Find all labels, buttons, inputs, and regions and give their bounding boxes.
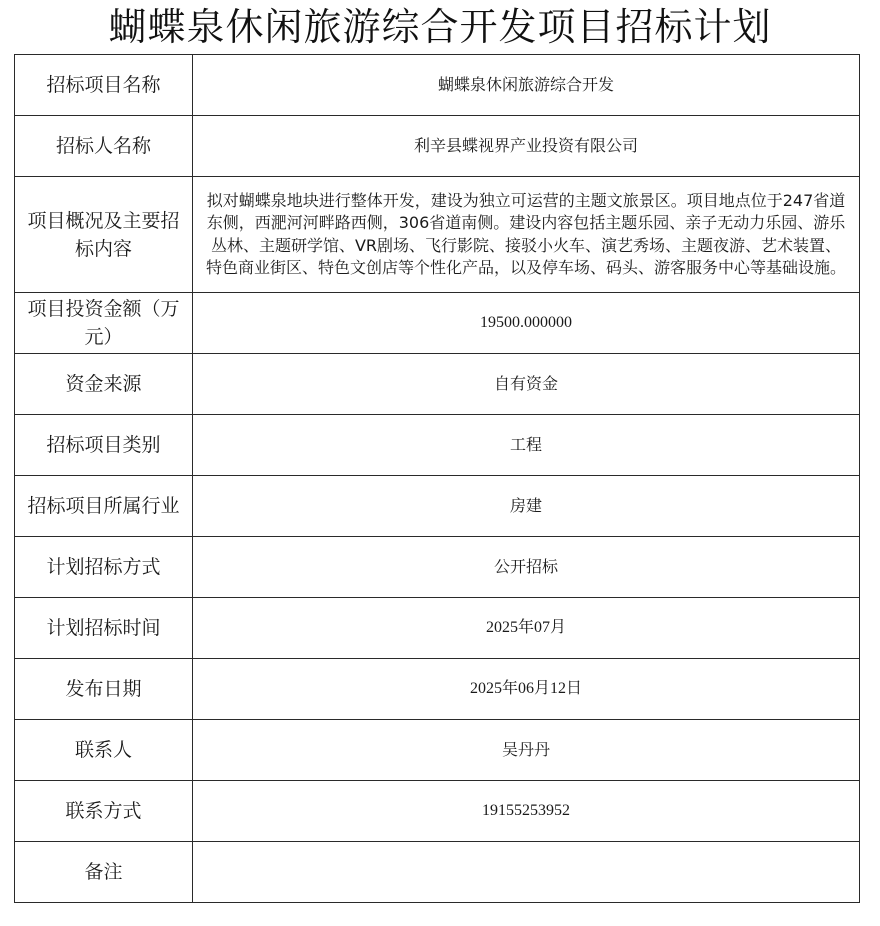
label-remarks: 备注 — [15, 842, 193, 903]
value-remarks — [193, 842, 860, 903]
table-row — [15, 177, 860, 293]
label-overview: 项目概况及主要招标内容 — [15, 177, 193, 293]
label-industry: 招标项目所属行业 — [15, 476, 193, 537]
value-method: 公开招标 — [193, 537, 860, 598]
table-row — [15, 476, 860, 537]
label-publish-date: 发布日期 — [15, 659, 193, 720]
label-plan-time: 计划招标时间 — [15, 598, 193, 659]
page-title: 蝴蝶泉休闲旅游综合开发项目招标计划 — [108, 5, 772, 49]
value-overview: 拟对蝴蝶泉地块进行整体开发，建设为独立可运营的主题文旅景区。项目地点位于247省道东侧，西淝河河畔路西侧，306省道南侧。建设内容包括主题乐园、亲子无动力乐园、游乐丛林、主题研学馆、VR剧场、飞行影院、接驳小火车、演艺秀场、主题夜游、艺术装置、特色商业街区、特色文创店等个性化产品，以及停车场、码头、游客服务中心等基础设施。 — [193, 177, 860, 293]
label-fund-source: 资金来源 — [15, 354, 193, 415]
table-row — [15, 55, 860, 116]
label-contact-person: 联系人 — [15, 720, 193, 781]
value-tenderer: 利辛县蝶视界产业投资有限公司 — [193, 116, 860, 177]
value-plan-time: 2025年07月 — [193, 598, 860, 659]
table-row — [15, 415, 860, 476]
value-category: 工程 — [193, 415, 860, 476]
label-contact-phone: 联系方式 — [15, 781, 193, 842]
label-investment: 项目投资金额（万元） — [15, 293, 193, 354]
bidding-plan-table — [14, 54, 860, 903]
table-row — [15, 842, 860, 903]
value-industry: 房建 — [193, 476, 860, 537]
value-publish-date: 2025年06月12日 — [193, 659, 860, 720]
value-fund-source: 自有资金 — [193, 354, 860, 415]
table-row — [15, 537, 860, 598]
label-project-name: 招标项目名称 — [15, 55, 193, 116]
value-investment: 19500.000000 — [193, 293, 860, 354]
table-row — [15, 781, 860, 842]
value-contact-phone: 19155253952 — [193, 781, 860, 842]
table-row — [15, 293, 860, 354]
label-method: 计划招标方式 — [15, 537, 193, 598]
label-tenderer: 招标人名称 — [15, 116, 193, 177]
value-project-name: 蝴蝶泉休闲旅游综合开发 — [193, 55, 860, 116]
label-category: 招标项目类别 — [15, 415, 193, 476]
value-contact-person: 吴丹丹 — [193, 720, 860, 781]
table-row — [15, 720, 860, 781]
table-row — [15, 659, 860, 720]
table-row — [15, 354, 860, 415]
table-row — [15, 116, 860, 177]
table-row — [15, 598, 860, 659]
